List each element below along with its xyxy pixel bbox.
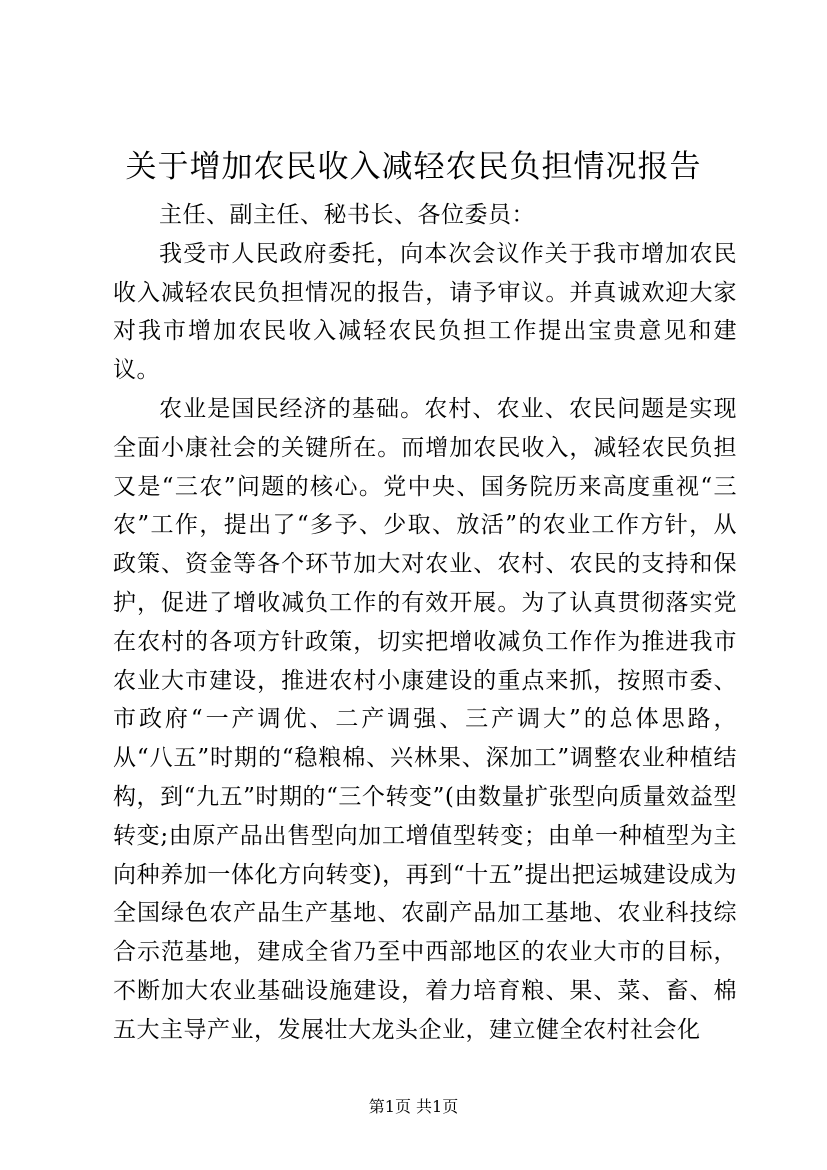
document-title: 关于增加农民收入减轻农民负担情况报告 [125, 149, 702, 185]
page-number-footer: 第1页 共1页 [368, 1097, 459, 1116]
salutation-paragraph: 主任、副主任、秘书长、各位委员： [159, 202, 535, 228]
document-body [113, 196, 737, 1050]
body-paragraph: 我受市人民政府委托，向本次会议作关于我市增加农民收入减轻农民负担情况的报告，请予审议。并真诚欢迎大家对我市增加农民收入减轻农民负担工作提出宝贵意见和建议。 [113, 240, 737, 384]
body-paragraph: 农业是国民经济的基础。农村、农业、农民问题是实现全面小康社会的关键所在。而增加农民收入，减轻农民负担又是“三农”问题的核心。党中央、国务院历来高度重视“三农”工作，提出了“多予、少取、放活”的农业工作方针，从政策、资金等各个环节加大对农业、农村、农民的支持和保护，促进了增收减负工作的有效开展。为了认真贯彻落实党在农村的各项方针政策，切实把增收减负工作作为推进我市农业大市建设，推进农村小康建设的重点来抓，按照市委、市政府“一产调优、二产调强、三产调大”的总体思路，从“八五”时期的“稳粮棉、兴林果、深加工”调整农业种植结构，到“九五”时期的“三个转变”(由数量扩张型向质量效益型转变;由原产品出售型向加工增值型转变；由单一种植型为主向种养加一体化方向转变)，再到“十五”提出把运城建设成为全国绿色农产品生产基地、农副产品加工基地、农业科技综合示范基地，建成全省乃至中西部地区的农业大市的目标，不断加大农业基础设施建设，着力培育粮、果、菜、畜、棉五大主导产业，发展壮大龙头企业，建立健全农村社会化 [113, 395, 737, 1043]
